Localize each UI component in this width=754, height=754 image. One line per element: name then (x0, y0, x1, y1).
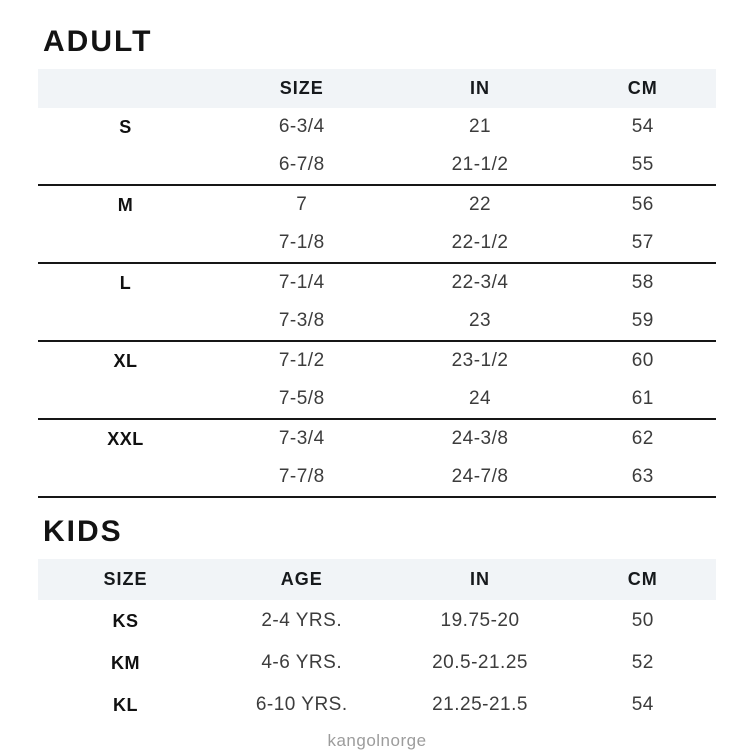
size-label-cell: M (117, 194, 134, 215)
in-cell: 22 (468, 194, 492, 215)
in-cell: 21-1/2 (451, 154, 509, 175)
kids-section-title: KIDS (43, 515, 123, 548)
in-cell: 23 (468, 310, 492, 331)
table-row (38, 380, 716, 419)
header-cell-in: IN (391, 69, 570, 108)
size-label-cell (38, 380, 213, 419)
adult-table-header (38, 69, 716, 108)
size-cell: 7-7/8 (278, 466, 325, 487)
size-group-l (38, 263, 716, 341)
cm-cell: 62 (631, 428, 654, 449)
cm-cell: 56 (631, 194, 654, 215)
in-cell: 21 (468, 116, 492, 137)
cm-cell: 61 (631, 388, 654, 409)
in-cell: 20.5-21.25 (432, 652, 528, 673)
size-label-cell (38, 458, 213, 497)
size-cell: 6-3/4 (278, 116, 325, 137)
size-label-cell: XXL (107, 428, 144, 449)
cm-cell: 50 (631, 610, 654, 631)
table-row (38, 302, 716, 341)
age-cell: 4-6 YRS. (261, 652, 343, 673)
in-cell: 19.75-20 (440, 610, 520, 631)
size-label-cell: KL (112, 694, 138, 715)
in-cell: 24 (468, 388, 492, 409)
size-label-cell: S (119, 116, 132, 137)
size-cell: 7-3/8 (278, 310, 325, 331)
table-row (38, 419, 716, 458)
header-cell-cm: CM (570, 559, 716, 600)
size-label-cell (38, 302, 213, 341)
table-row (38, 341, 716, 380)
age-cell: 2-4 YRS. (261, 610, 343, 631)
cm-cell: 60 (631, 350, 654, 371)
cm-cell: 57 (631, 232, 654, 253)
size-cell: 7-3/4 (278, 428, 325, 449)
size-label-cell (38, 146, 213, 185)
cm-cell: 63 (631, 466, 654, 487)
header-cell-size: SIZE (38, 559, 213, 600)
size-label-cell: KS (112, 610, 139, 631)
header-cell-blank (38, 69, 213, 108)
cm-cell: 58 (631, 272, 654, 293)
kids-size-table (38, 559, 716, 726)
table-row (38, 185, 716, 224)
size-group-xl (38, 341, 716, 419)
size-label-cell: KM (110, 652, 140, 673)
size-cell: 7-1/4 (278, 272, 325, 293)
cm-cell: 59 (631, 310, 654, 331)
table-row (38, 600, 716, 642)
size-cell: 7-1/8 (278, 232, 325, 253)
in-cell: 23-1/2 (451, 350, 509, 371)
cm-cell: 55 (631, 154, 654, 175)
size-label-cell: L (119, 272, 132, 293)
kids-table-header (38, 559, 716, 600)
header-cell-cm: CM (570, 69, 716, 108)
size-group-s (38, 108, 716, 185)
in-cell: 24-3/8 (451, 428, 509, 449)
in-cell: 22-3/4 (451, 272, 509, 293)
size-cell: 6-7/8 (278, 154, 325, 175)
header-cell-in: IN (391, 559, 570, 600)
in-cell: 21.25-21.5 (432, 694, 528, 715)
table-row (38, 458, 716, 497)
size-group-m (38, 185, 716, 263)
cm-cell: 54 (631, 116, 654, 137)
size-label-cell: XL (113, 350, 138, 371)
table-row (38, 263, 716, 302)
adult-section-title: ADULT (43, 25, 153, 58)
size-cell: 7-5/8 (278, 388, 325, 409)
header-row (38, 69, 716, 108)
cm-cell: 54 (631, 694, 654, 715)
kids-table-body (38, 600, 716, 726)
header-cell-size: SIZE (213, 69, 391, 108)
table-row (38, 224, 716, 263)
in-cell: 24-7/8 (451, 466, 509, 487)
header-cell-age: AGE (213, 559, 391, 600)
brand-watermark: kangolnorge (327, 731, 427, 750)
header-row (38, 559, 716, 600)
table-row (38, 642, 716, 684)
in-cell: 22-1/2 (451, 232, 509, 253)
adult-size-table (38, 69, 716, 498)
size-label-cell (38, 224, 213, 263)
table-row (38, 684, 716, 726)
table-row (38, 146, 716, 185)
size-group-xxl (38, 419, 716, 497)
size-cell: 7-1/2 (278, 350, 325, 371)
age-cell: 6-10 YRS. (255, 694, 348, 715)
table-row (38, 108, 716, 146)
size-cell: 7 (296, 194, 308, 215)
cm-cell: 52 (631, 652, 654, 673)
